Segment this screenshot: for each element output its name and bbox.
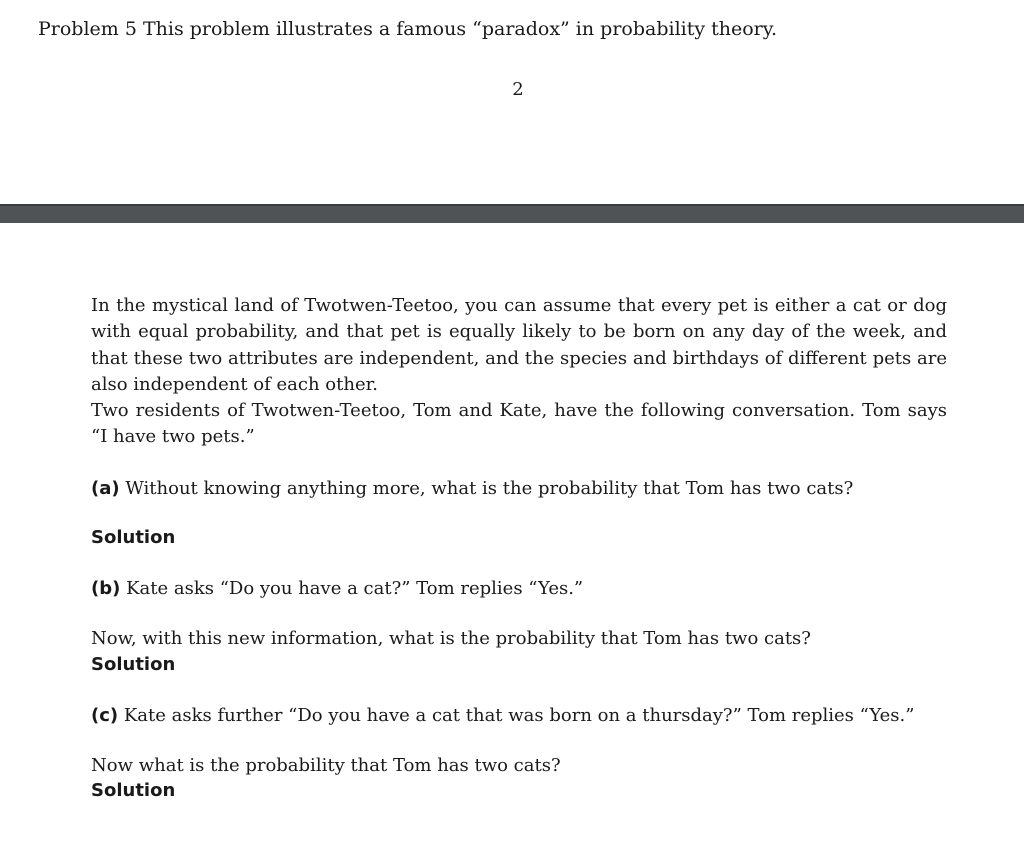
part-c-text: Kate asks further “Do you have a cat that was born on a thursday?” Tom replies “Yes.” [123,705,915,726]
part-b-text: Kate asks “Do you have a cat?” Tom replies “Yes.” [126,578,584,599]
page-content [91,293,947,801]
part-c-followup: Now what is the probability that Tom has two cats? [91,755,561,776]
part-b-solution: Solution [91,654,176,675]
part-a-text: Without knowing anything more, what is the probability that Tom has two cats? [125,478,854,499]
previous-page [0,0,1024,204]
part-b-question [91,576,947,602]
problem-header: Problem 5 This problem illustrates a famous “paradox” in probability theory. [38,18,778,40]
intro-paragraph: In the mystical land of Twotwen-Teetoo, you can assume that every pet is either a cat or dog with equal probability, and that pet is equally likely to be born on any day of the week, and that these two attributes are independent, and the species and birthdays of different pets are also independent of each other. [91,295,947,395]
part-b-label: (b) [91,578,121,599]
part-a-question [91,476,947,502]
page-separator [0,204,1024,223]
part-c-label: (c) [91,705,119,726]
part-b-followup: Now, with this new information, what is the probability that Tom has two cats? [91,628,811,649]
part-a-label: (a) [91,478,120,499]
page-number: 2 [512,79,524,100]
part-c-question [91,703,947,729]
intro-paragraph-2: Two residents of Twotwen-Teetoo, Tom and Kate, have the following conversation. Tom says “I have two pets.” [91,400,947,448]
part-a-solution: Solution [91,527,176,548]
part-c-solution: Solution [91,780,176,801]
